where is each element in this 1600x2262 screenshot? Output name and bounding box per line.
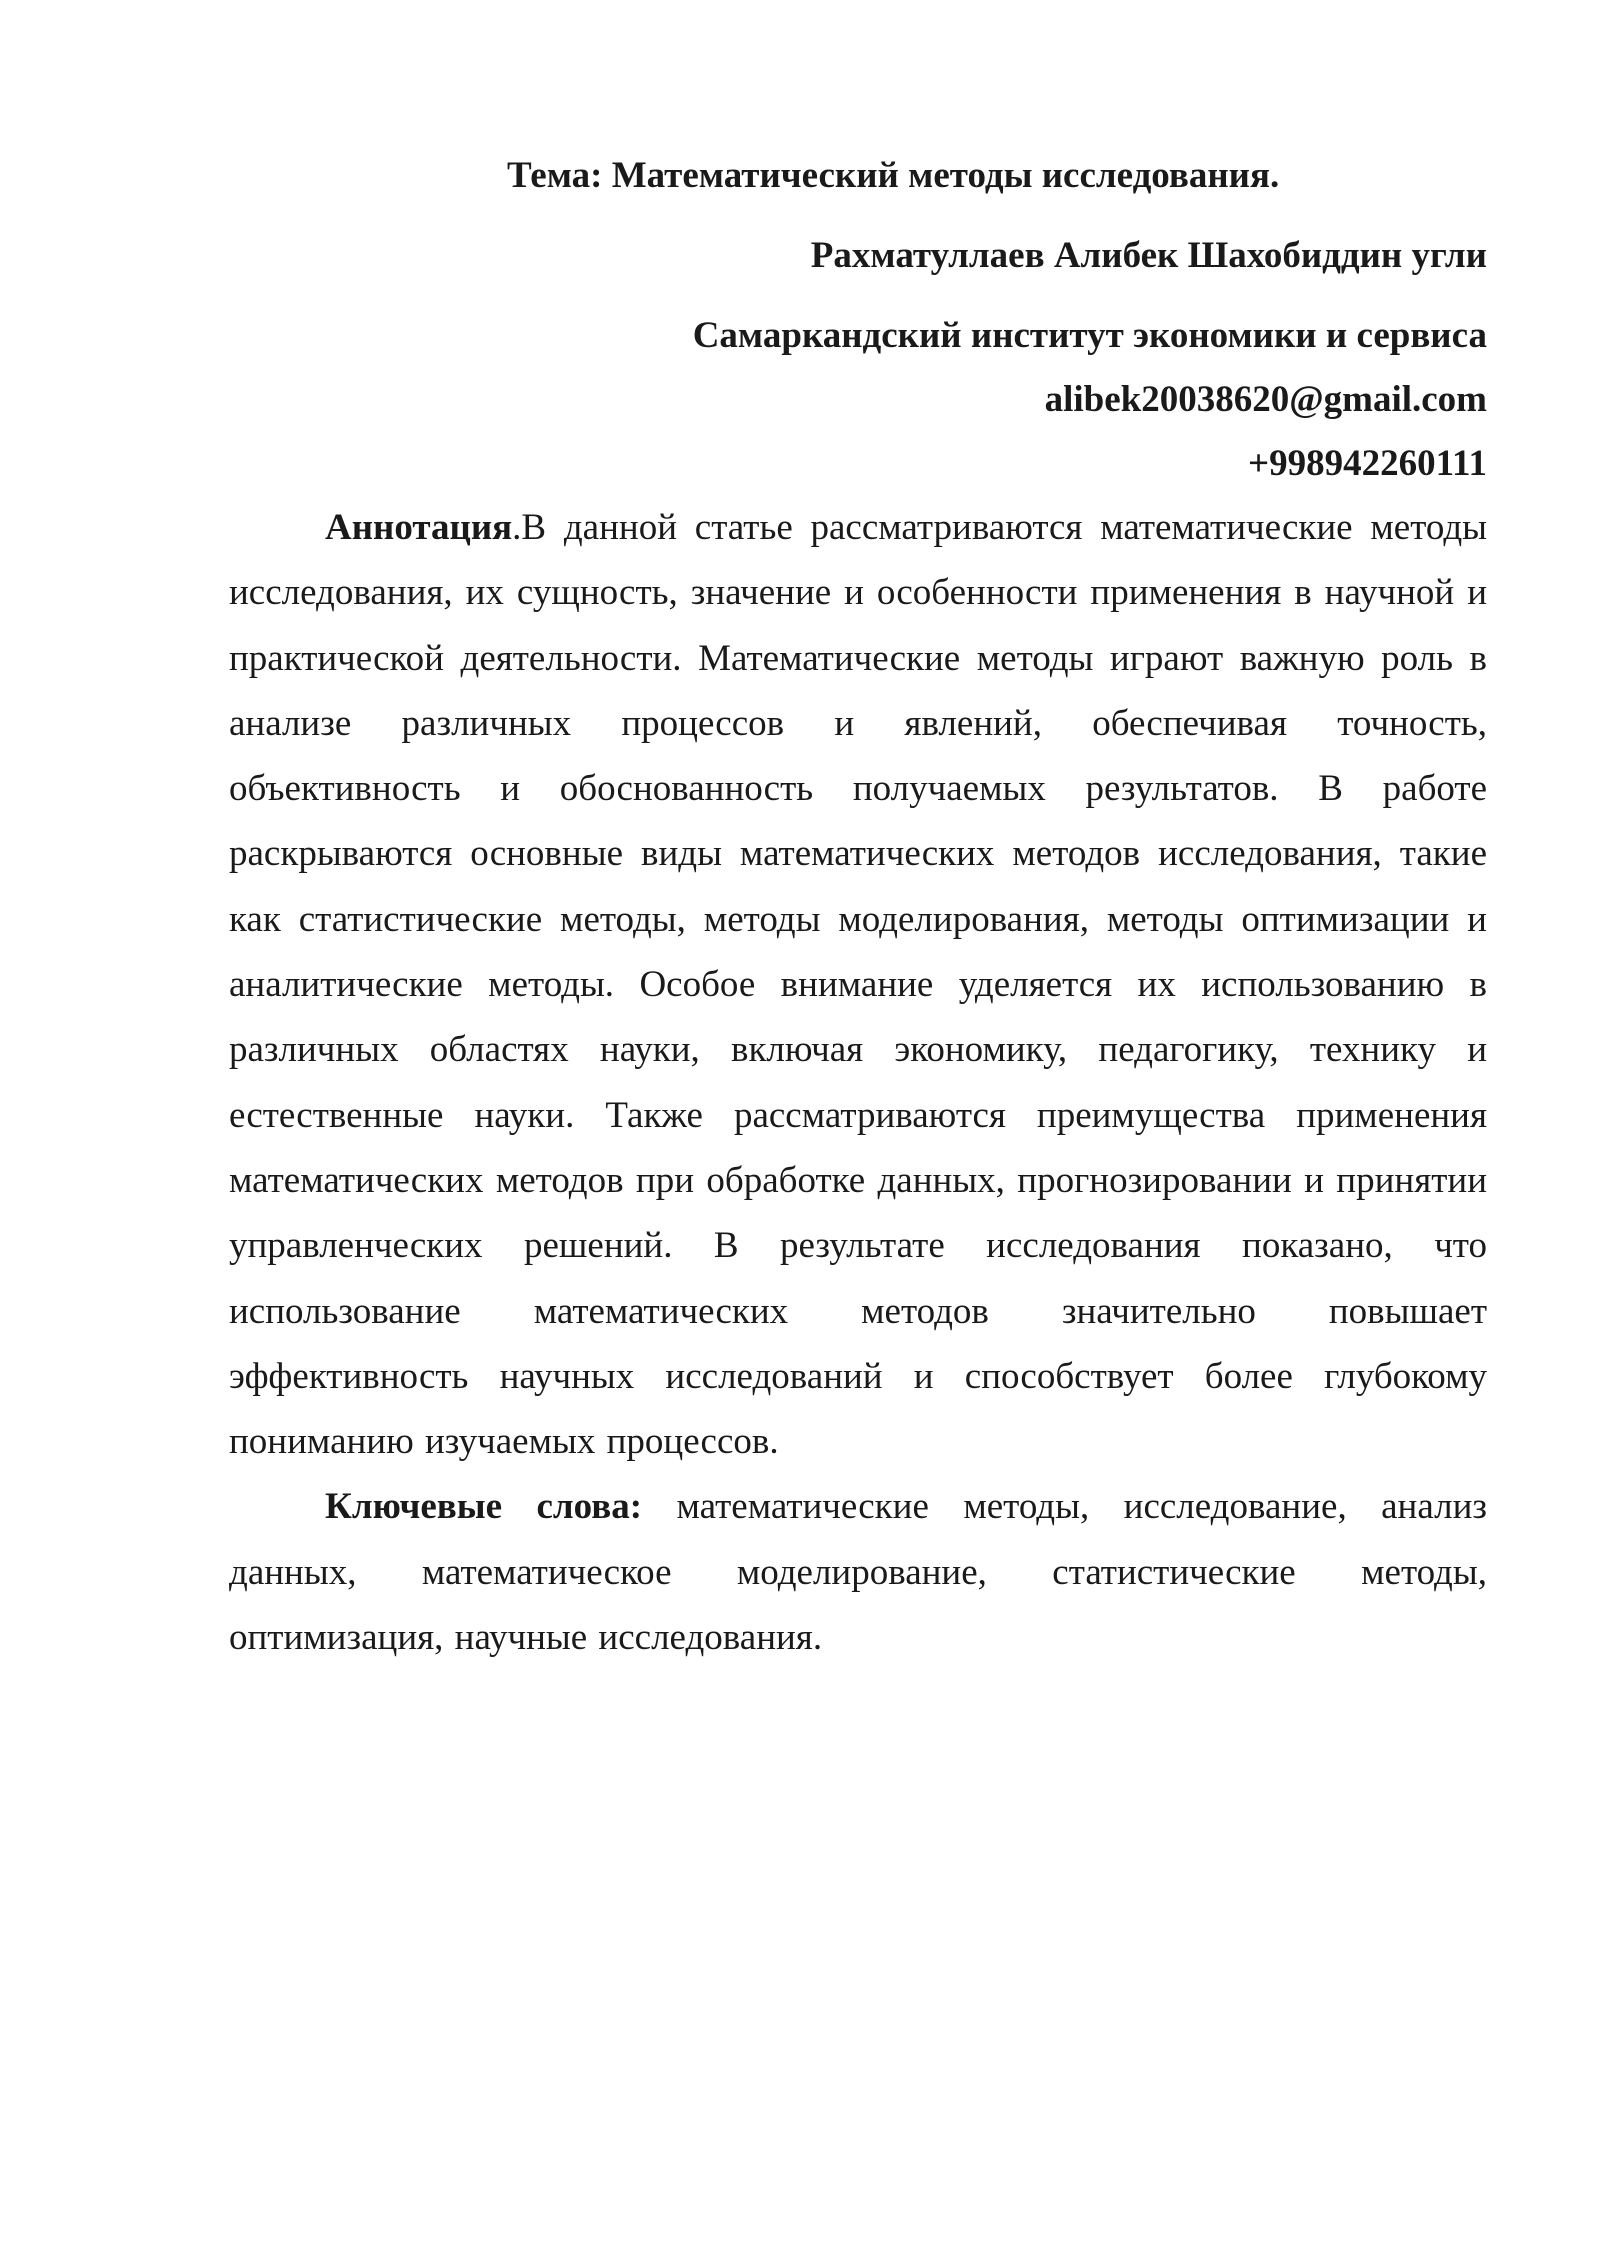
author-affiliation: Самаркандский институт экономики и сервиса [692, 315, 1487, 356]
abstract-text: .В данной статье рассматриваются математические методы исследования, их сущность, значение и особенности применения в научной и практической деятельности. Математические методы играют важную роль в анализе различных процессов и явлений, обеспечивая точность, объективность и обоснованность получаемых результатов. В работе раскрываются основные виды математических методов исследования, такие как статистические методы, методы моделирования, методы оптимизации и аналитические методы. Особое внимание уделяется их использованию в различных областях науки, включая экономику, педагогику, технику и естественные науки. Также рассматриваются преимущества применения математических методов при обработке данных, прогнозировании и принятии управленческих решений. В результате исследования показано, что использование математических методов значительно повышает эффективность научных исследований и способствует более глубокому пониманию изучаемых процессов. [229, 507, 1487, 1463]
author-phone: +998942260111 [1247, 443, 1487, 484]
author-name: Рахматуллаев Алибек Шахобиддин угли [810, 235, 1487, 276]
author-email: alibek20038620@gmail.com [1044, 379, 1487, 420]
keywords-label: Ключевые слова: [325, 1486, 643, 1528]
keywords-paragraph [229, 1474, 1487, 1670]
abstract-label: Аннотация [325, 507, 513, 548]
document-title: Тема: Математический методы исследования. [507, 155, 1280, 196]
document-page [229, 148, 1487, 1670]
keywords-text: математические методы, исследование, анализ данных, математическое моделирование, статистические методы, оптимизация, научные исследования. [229, 1486, 1487, 1659]
abstract-paragraph [229, 495, 1487, 1474]
